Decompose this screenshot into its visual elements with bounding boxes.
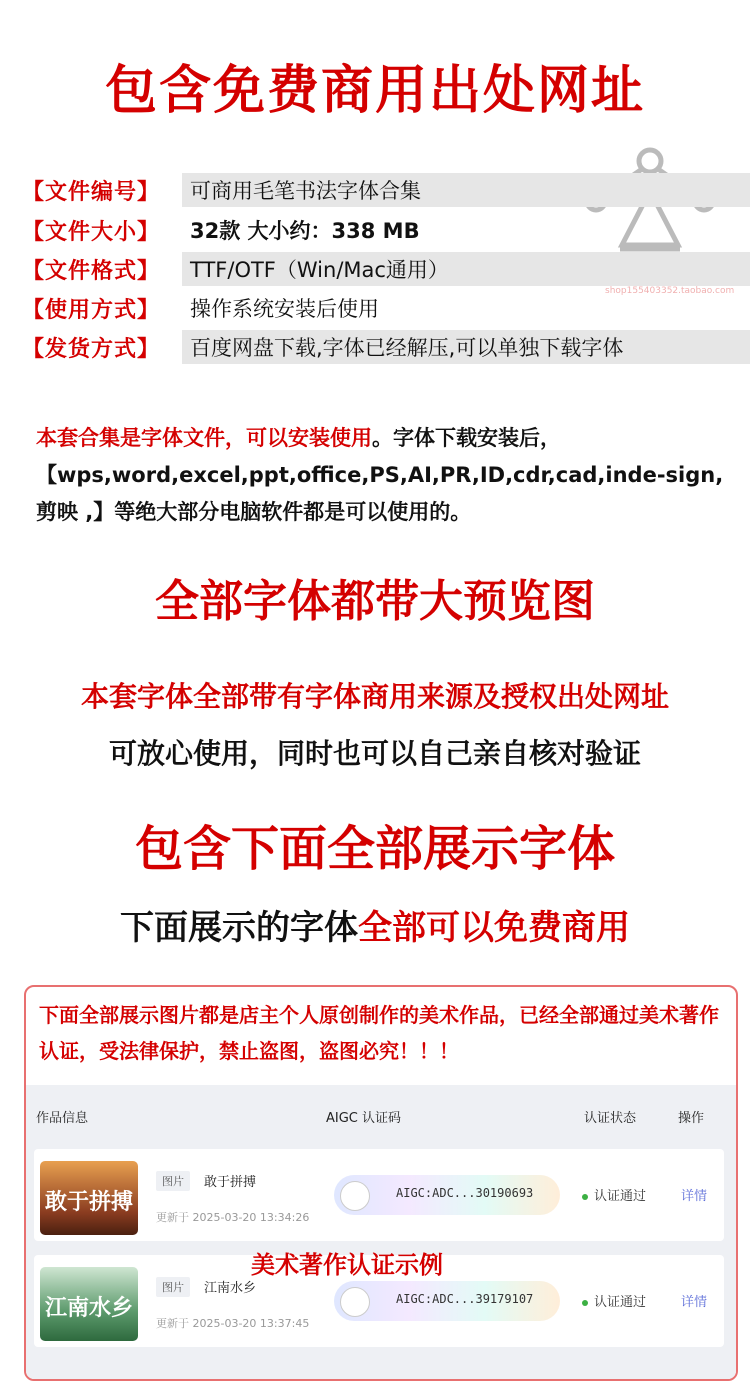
info-row-file-format [22,252,750,286]
authorization-line: 本套字体全部带有字体商用来源及授权出处网址 [80,680,669,713]
thumbnail-text: 敢于拼搏 [44,1189,133,1215]
details-link[interactable]: 详情 [681,1295,708,1310]
header-aigc: AIGC 认证码 [326,1111,402,1126]
aigc-badge [334,1175,560,1215]
info-label: 【文件大小】 [22,219,161,245]
info-value: 百度网盘下载,字体已经解压,可以单独下载字体 [182,330,750,364]
work-name: 敢于拼搏 [204,1175,257,1190]
details-link[interactable]: 详情 [681,1189,708,1204]
header-info: 作品信息 [36,1111,89,1126]
certification-table [26,1085,736,1379]
status-text: 认证通过 [594,1295,647,1310]
info-row-file-size [22,213,750,247]
aigc-seal-icon [340,1181,370,1211]
updated-time: 更新于 2025-03-20 13:34:26 [156,1211,310,1224]
header-action: 操作 [678,1111,705,1126]
info-row-usage [22,291,750,325]
verify-line: 可放心使用，同时也可以自己亲自核对验证 [108,737,641,770]
info-value: TTF/OTF（Win/Mac通用） [182,252,750,286]
aigc-badge [334,1281,560,1321]
watermark-url: shop155403352.taobao.com [605,286,735,296]
free-line-black: 下面展示的字体 [120,908,358,948]
info-label: 【发货方式】 [22,336,161,362]
info-label: 【文件格式】 [22,258,161,284]
aigc-code: AIGC:ADC...30190693 [396,1186,534,1200]
type-tag: 图片 [156,1277,190,1297]
aigc-code: AIGC:ADC...39179107 [396,1292,534,1306]
work-thumbnail[interactable] [40,1267,138,1341]
status-dot-icon [582,1300,588,1306]
description-paragraph [36,420,726,531]
copyright-notice: 下面全部展示图片都是店主个人原创制作的美术作品，已经全部通过美术著作认证，受法律保护，禁止盗图，盗图必究！！！ [39,1003,719,1063]
info-label: 【使用方式】 [22,297,161,323]
status-text: 认证通过 [594,1189,647,1204]
certification-panel [24,985,738,1381]
header-status: 认证状态 [584,1111,637,1126]
example-label: 美术著作认证示例 [251,1251,443,1279]
section-title-showcase: 包含下面全部展示字体 [134,821,615,877]
free-commercial-line [0,900,750,949]
type-tag: 图片 [156,1171,190,1191]
info-label: 【文件编号】 [22,179,161,205]
status-dot-icon [582,1194,588,1200]
status-badge [582,1185,646,1204]
thumbnail-text: 江南水乡 [44,1295,133,1321]
info-value: 操作系统安装后使用 [190,297,379,321]
main-title: 包含免费商用出处网址 [104,61,645,121]
updated-time: 更新于 2025-03-20 13:37:45 [156,1317,310,1330]
description-text: 。字体下载安装后，【wps,word,excel,ppt,office,PS,AI,PR,ID,cdr,cad,inde-sign, 剪映 ,】等绝大部分电脑软件都是可以使用的。 [36,426,724,524]
section-title-preview: 全部字体都带大预览图 [155,576,595,627]
info-value: 32款 大小约：338 MB [190,219,420,243]
work-name: 江南水乡 [204,1281,257,1296]
aigc-seal-icon [340,1287,370,1317]
table-row [34,1149,724,1241]
info-row-file-id [22,173,750,207]
info-value: 可商用毛笔书法字体合集 [182,173,750,207]
free-line-red: 全部可以免费商用 [358,908,630,948]
description-highlight: 本套合集是字体文件，可以安装使用 [36,426,372,450]
info-row-delivery [22,330,750,364]
status-badge [582,1291,646,1310]
work-thumbnail[interactable] [40,1161,138,1235]
